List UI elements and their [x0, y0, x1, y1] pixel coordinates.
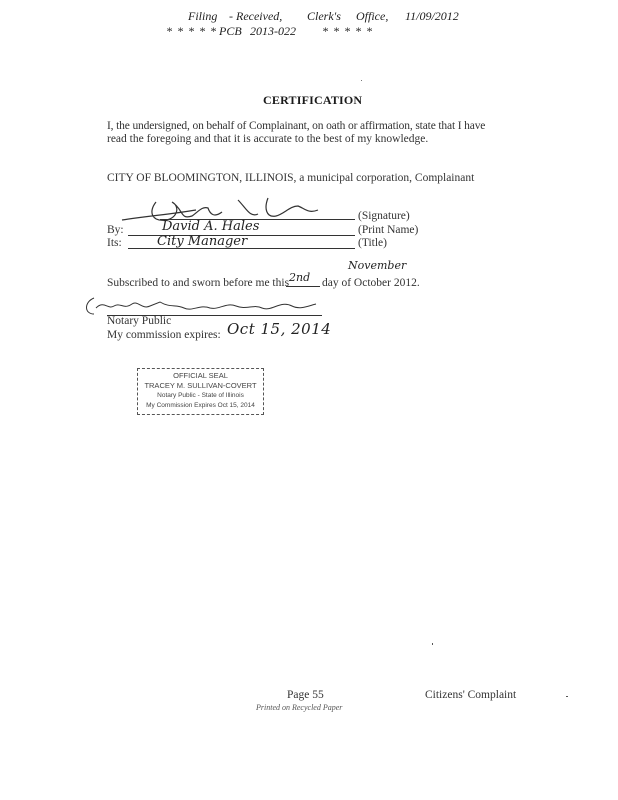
seal-line-1: OFFICIAL SEAL [173, 371, 228, 380]
title-line [128, 248, 355, 249]
certification-body-line-2: read the foregoing and that it is accurate to the best of my knowledge. [107, 133, 429, 145]
footer-page-number: Page 55 [287, 689, 324, 701]
header-office: Office, [356, 9, 389, 23]
footer-printed-note: Printed on Recycled Paper [256, 703, 343, 712]
header-received: - Received, [229, 9, 283, 23]
seal-line-4: My Commission Expires Oct 15, 2014 [146, 402, 255, 409]
handwritten-month-correction: November [348, 259, 407, 272]
day-line [286, 286, 320, 287]
print-name-label: (Print Name) [358, 224, 419, 236]
notary-public-label: Notary Public [107, 315, 172, 327]
certification-title: CERTIFICATION [263, 93, 363, 107]
signature-label: (Signature) [358, 210, 410, 222]
header-stars-right: * * * * * [322, 24, 373, 38]
title-label: (Title) [358, 237, 387, 249]
official-seal-stamp [137, 368, 264, 415]
scan-speck [361, 80, 362, 81]
its-label: Its: [107, 237, 122, 249]
header-clerks: Clerk's [307, 9, 341, 23]
header-pcb: PCB [219, 24, 242, 38]
scan-speck [432, 643, 433, 645]
handwritten-title: City Manager [157, 234, 248, 249]
scan-speck [566, 696, 568, 697]
seal-line-2: TRACEY M. SULLIVAN-COVERT [144, 381, 257, 390]
header-case-number: 2013-022 [250, 24, 296, 38]
complainant-line: CITY OF BLOOMINGTON, ILLINOIS, a municipal corporation, Complainant [107, 172, 475, 184]
sworn-prefix: Subscribed to and sworn before me this [107, 277, 290, 289]
header-filing: Filing [188, 9, 218, 23]
header-date: 11/09/2012 [405, 9, 459, 23]
handwritten-print-name: David A. Hales [162, 219, 260, 234]
handwritten-expiry: Oct 15, 2014 [227, 320, 332, 338]
footer-document-name: Citizens' Complaint [425, 689, 517, 701]
certification-body-line-1: I, the undersigned, on behalf of Complainant, on oath or affirmation, state that I have [107, 120, 486, 132]
sworn-suffix: day of October 2012. [322, 277, 420, 289]
commission-label: My commission expires: [107, 329, 221, 341]
by-label: By: [107, 224, 124, 236]
seal-line-3: Notary Public - State of Illinois [157, 392, 244, 399]
header-stars-left: * * * * * [166, 24, 217, 38]
handwritten-day: 2nd [289, 271, 311, 284]
